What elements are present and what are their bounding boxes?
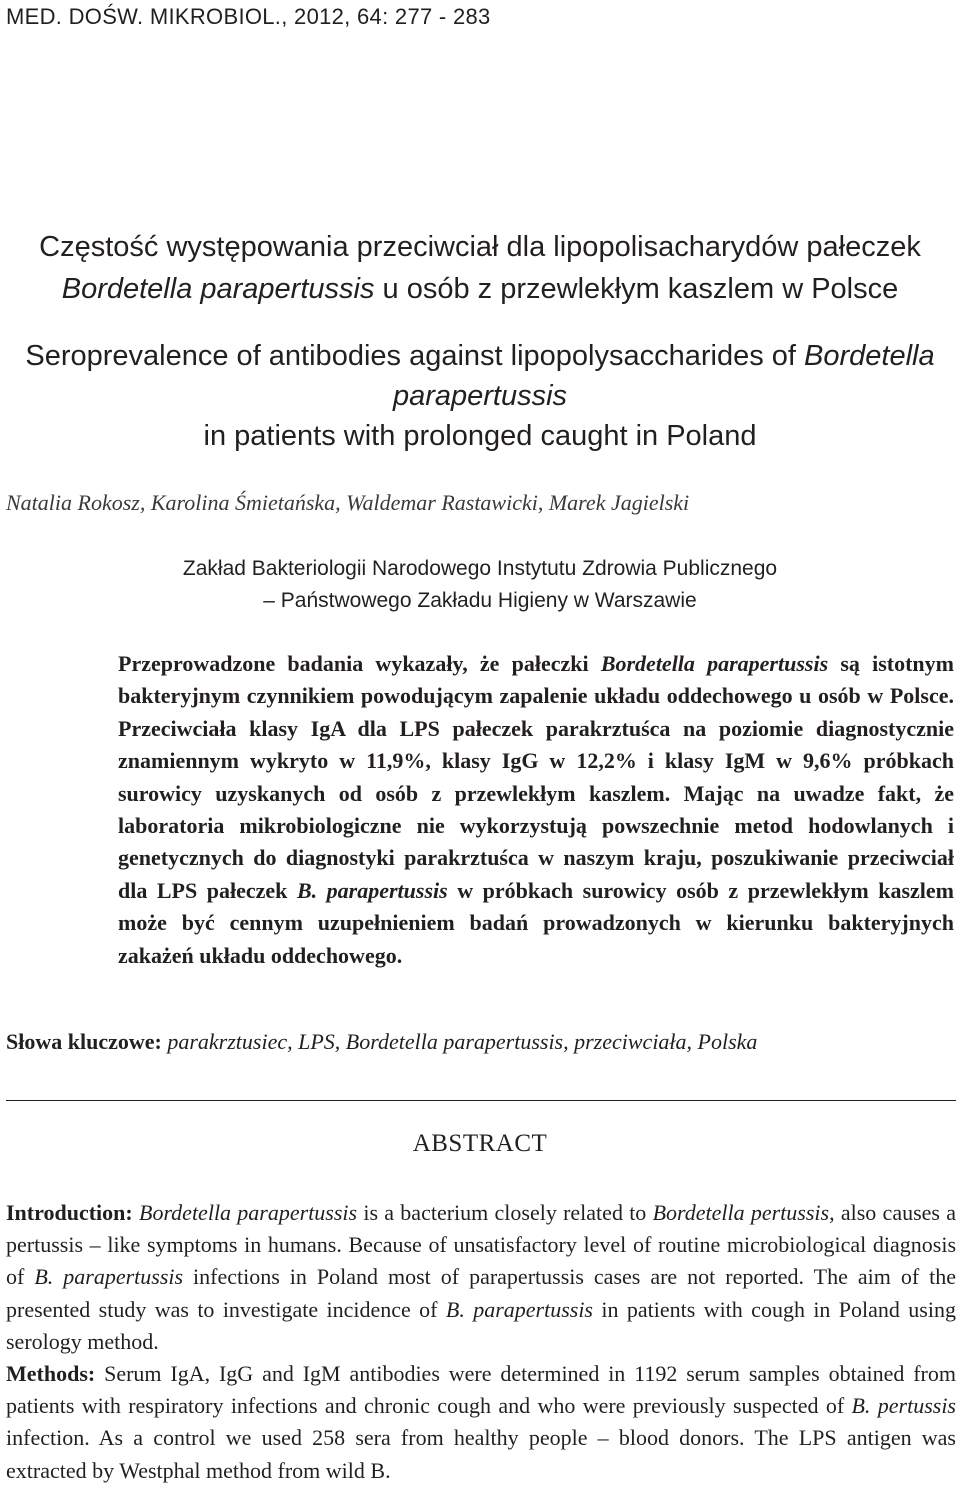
introduction-label: Introduction:: [6, 1200, 133, 1225]
intro-species-1: Bordetella parapertussis: [139, 1200, 358, 1225]
polish-summary: [118, 648, 954, 972]
intro-text-3: infections in Poland most of parapertussis cases are not reported. The aim of the presented study was to investigate incidence of: [6, 1264, 957, 1322]
section-divider: [6, 1100, 956, 1101]
title-polish: [0, 226, 960, 310]
intro-species-2: Bordetella pertussis: [652, 1200, 830, 1225]
intro-species-3: B. parapertussis: [34, 1264, 184, 1290]
methods-text-1: Serum IgA, IgG and IgM antibodies were determined in 1192 serum samples obtained from patients with respiratory infections and chronic cough and who were previously suspected of: [6, 1361, 956, 1419]
affiliation-line2: – Państwowego Zakładu Higieny w Warszawie: [263, 589, 697, 612]
summary-part3: w próbkach surowicy osób z przewlekłym kaszlem może być cennym uzupełnieniem badań prowadzonych w kierunku bakteryjnych zakażeń układu oddechowego.: [118, 877, 954, 968]
intro-text-2: , also causes a pertussis – like symptoms in humans. Because of unsatisfactory level of routine microbiological diagnosis of: [6, 1200, 956, 1290]
title-polish-species: Bordetella parapertussis: [61, 273, 375, 305]
title-english-main: [0, 336, 960, 416]
intro-text-4: in patients with cough in Poland using serology method.: [6, 1296, 956, 1354]
keywords-value: parakrztusiec, LPS, Bordetella parapertussis, przeciwciała, Polska: [161, 1029, 758, 1054]
summary-part1: Przeprowadzone badania wykazały, że pałeczki: [118, 651, 601, 676]
abstract-body: [6, 1197, 956, 1487]
abstract-introduction: [6, 1197, 956, 1358]
title-english-part1: Seroprevalence of antibodies against lipopolysaccharides of: [25, 340, 805, 372]
methods-label: Methods:: [6, 1361, 96, 1387]
author-list: Natalia Rokosz, Karolina Śmietańska, Waldemar Rastawicki, Marek Jagielski: [6, 490, 690, 515]
title-english-species: Bordetella parapertussis: [392, 340, 935, 412]
title-english: [0, 336, 960, 456]
intro-species-4: B. parapertussis: [445, 1296, 593, 1322]
title-polish-line2: [0, 268, 960, 310]
title-polish-line1: Częstość występowania przeciwciał dla lipopolisacharydów pałeczek: [39, 231, 921, 263]
abstract-methods: [6, 1358, 956, 1487]
keywords-label: Słowa kluczowe:: [6, 1029, 162, 1054]
affiliation-line1: Zakład Bakteriologii Narodowego Instytutu Zdrowia Publicznego: [182, 557, 778, 580]
methods-text-2: infection. As a control we used 258 sera from healthy people – blood donors. The LPS antigen was extracted by Westphal method from wild B.: [6, 1425, 956, 1483]
title-polish-line2-rest: u osób z przewlekłym kaszlem w Polsce: [374, 273, 899, 305]
summary-species: Bordetella parapertussis: [600, 651, 829, 676]
keywords: [6, 1029, 956, 1055]
affiliation: [0, 553, 960, 617]
title-english-line3: in patients with prolonged caught in Poland: [203, 420, 757, 452]
intro-text-1: is a bacterium closely related to: [357, 1200, 653, 1225]
summary-species-abbrev: B. parapertussis: [296, 877, 448, 903]
abstract-heading: ABSTRACT: [412, 1130, 548, 1157]
journal-citation: MED. DOŚW. MIKROBIOL., 2012, 64: 277 - 283: [6, 4, 491, 29]
summary-part2: są istotnym bakteryjnym czynnikiem powodującym zapalenie układu oddechowego u osób w Polsce. Przeciwciała klasy IgA dla LPS pałeczek parakrztuśca na poziomie diagnostycznie znamiennym wykryto w 11,9%, klasy IgG w 12,2% i klasy IgM w 9,6% próbkach surowicy uzyskanych od osób z przewlekłym kaszlem. Mając na uwadze fakt, że laboratoria mikrobiologiczne nie wykorzystują powszechnie metod hodowlanych i genetycznych do diagnostyki parakrztuśca w naszym kraju, poszukiwanie przeciwciał dla LPS pałeczek: [118, 651, 954, 903]
methods-species-1: B. pertussis: [851, 1393, 956, 1419]
